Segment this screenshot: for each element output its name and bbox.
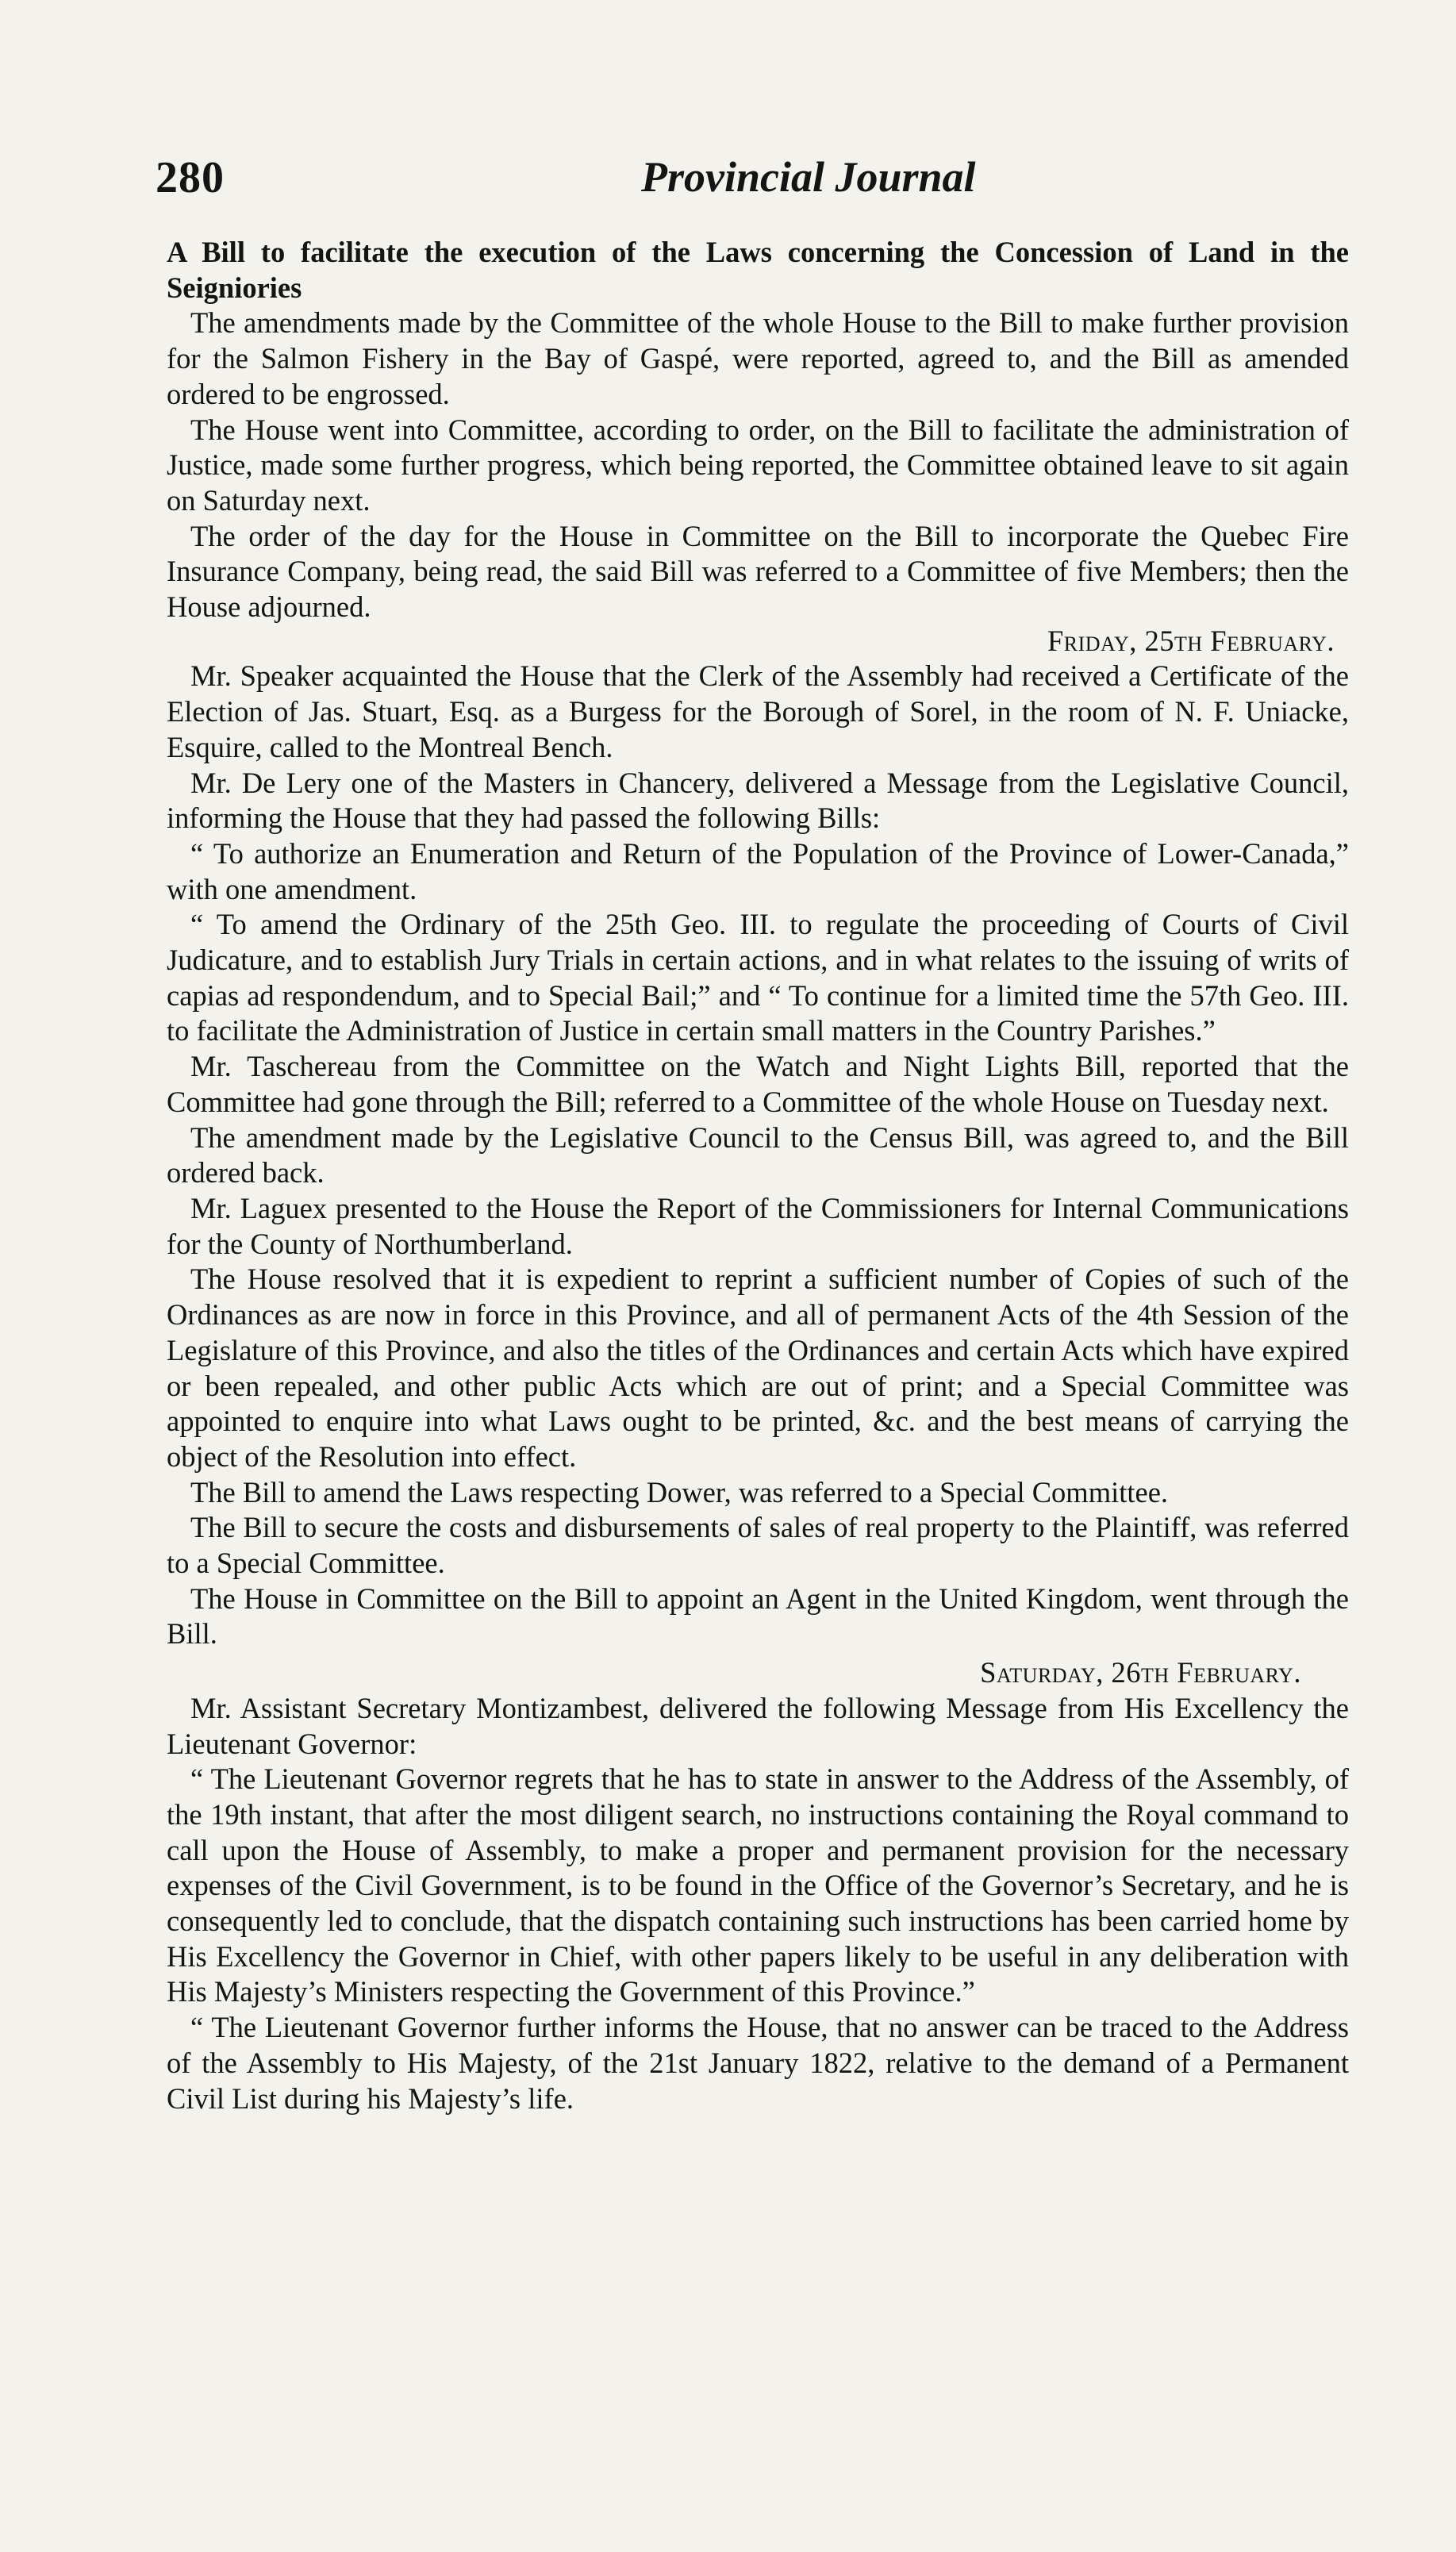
paragraph-reprint-ordinances: The House resolved that it is expedient to reprint a sufficient number of Copies of such of the Ordinances as are now in force in this Province, and all of permanent Acts of the 4th Session of the Legislature of this Province, and also the titles of the Ordinances and certain Acts which have expired or been repealed, and other public Acts which are out of print; and a Special Committee was appointed to enquire into what Laws ought to be printed, &c. and the best means of carrying the object of the Resolution into effect. (167, 1263, 1349, 1473)
running-title: Provincial Journal (641, 153, 976, 201)
dateline-saturday: Saturday, 26th February. (980, 1656, 1301, 1689)
paragraph-governor-regrets: “ The Lieutenant Governor regrets that he has to state in answer to the Address of the Assembly, of the 19th instant, that after the most diligent search, no instructions containing the Royal command to call upon the House of Assembly, to make a proper and permanent provision for the necessary expenses of the Civil Government, is to be found in the Office of the Governor’s Secretary, and he is consequently led to conclude, that the dispatch containing such instructions has been carried home by His Excellency the Governor in Chief, with other papers likely to be useful in any deliberation with His Majesty’s Ministers respecting the Government of this Province.” (167, 1762, 1349, 2008)
paragraph-legislative-message: Mr. De Lery one of the Masters in Chancery, delivered a Message from the Legislative Council, informing the House that they had passed the following Bills: (167, 766, 1349, 835)
paragraph-costs-bill: The Bill to secure the costs and disbursements of sales of real property to the Plaintiff, was referred to a Special Committee. (167, 1511, 1349, 1580)
paragraph-salmon-fishery: The amendments made by the Committee of the whole House to the Bill to make further provision for the Salmon Fishery in the Bay of Gaspé, were reported, agreed to, and the Bill as amended ordered to be engrossed. (167, 306, 1349, 410)
paragraph-census-bill: The amendment made by the Legislative Council to the Census Bill, was agreed to, and the Bill ordered back. (167, 1120, 1349, 1190)
paragraph-enumeration-bill: “ To authorize an Enumeration and Return of the Population of the Province of Lower-Canada,” with one amendment. (167, 836, 1349, 905)
paragraph-northumberland-report: Mr. Laguex presented to the House the Report of the Commissioners for Internal Communications for the County of Northumberland. (167, 1191, 1349, 1260)
paragraph-bill-concession-of-land: A Bill to facilitate the execution of the Laws concerning the Concession of Land in the Seigniories (167, 236, 1349, 304)
paragraph-civil-list: “ The Lieutenant Governor further informs the House, that no answer can be traced to the Address of the Assembly to His Majesty, of the 21st January 1822, relative to the demand of a Permanent Civil List during his Majesty’s life. (167, 2011, 1349, 2115)
journal-text (167, 235, 1349, 2116)
paragraph-election-certificate: Mr. Speaker acquainted the House that the Clerk of the Assembly had received a Certificate of the Election of Jas. Stuart, Esq. as a Burgess for the Borough of Sorel, in the room of N. F. Uniacke, Esquire, called to the Montreal Bench. (167, 659, 1349, 763)
paragraph-agent-bill: The House in Committee on the Bill to appoint an Agent in the United Kingdom, went through the Bill. (167, 1582, 1349, 1651)
page-header (0, 152, 1456, 216)
paragraph-dower-bill: The Bill to amend the Laws respecting Dower, was referred to a Special Committee. (190, 1475, 1169, 1509)
paragraph-watch-night-lights: Mr. Taschereau from the Committee on the Watch and Night Lights Bill, reported that the Committee had gone through the Bill; referred to a Committee of the whole House on Tuesday next. (167, 1050, 1349, 1118)
paragraph-administration-of-justice: The House went into Committee, according to order, on the Bill to facilitate the administration of Justice, made some further progress, which being reported, the Committee obtained leave to sit again on Saturday next. (167, 413, 1349, 517)
dateline-friday: Friday, 25th February. (1047, 624, 1335, 657)
paragraph-fire-insurance: The order of the day for the House in Committee on the Bill to incorporate the Quebec Fire Insurance Company, being read, the said Bill was referred to a Committee of five Members; then the House adjourned. (167, 519, 1349, 624)
page-number: 280 (156, 153, 225, 202)
paragraph-governor-message: Mr. Assistant Secretary Montizambest, delivered the following Message from His Excellency the Lieutenant Governor: (167, 1691, 1349, 1760)
paragraph-jury-trials-bill: “ To amend the Ordinary of the 25th Geo. III. to regulate the proceeding of Courts of Civil Judicature, and to establish Jury Trials in certain actions, and in what relates to the issuing of writs of capias ad respondendum, and to Special Bail;” and “ To continue for a limited time the 57th Geo. III. to facilitate the Administration of Justice in certain small matters in the Country Parishes.” (167, 908, 1349, 1047)
